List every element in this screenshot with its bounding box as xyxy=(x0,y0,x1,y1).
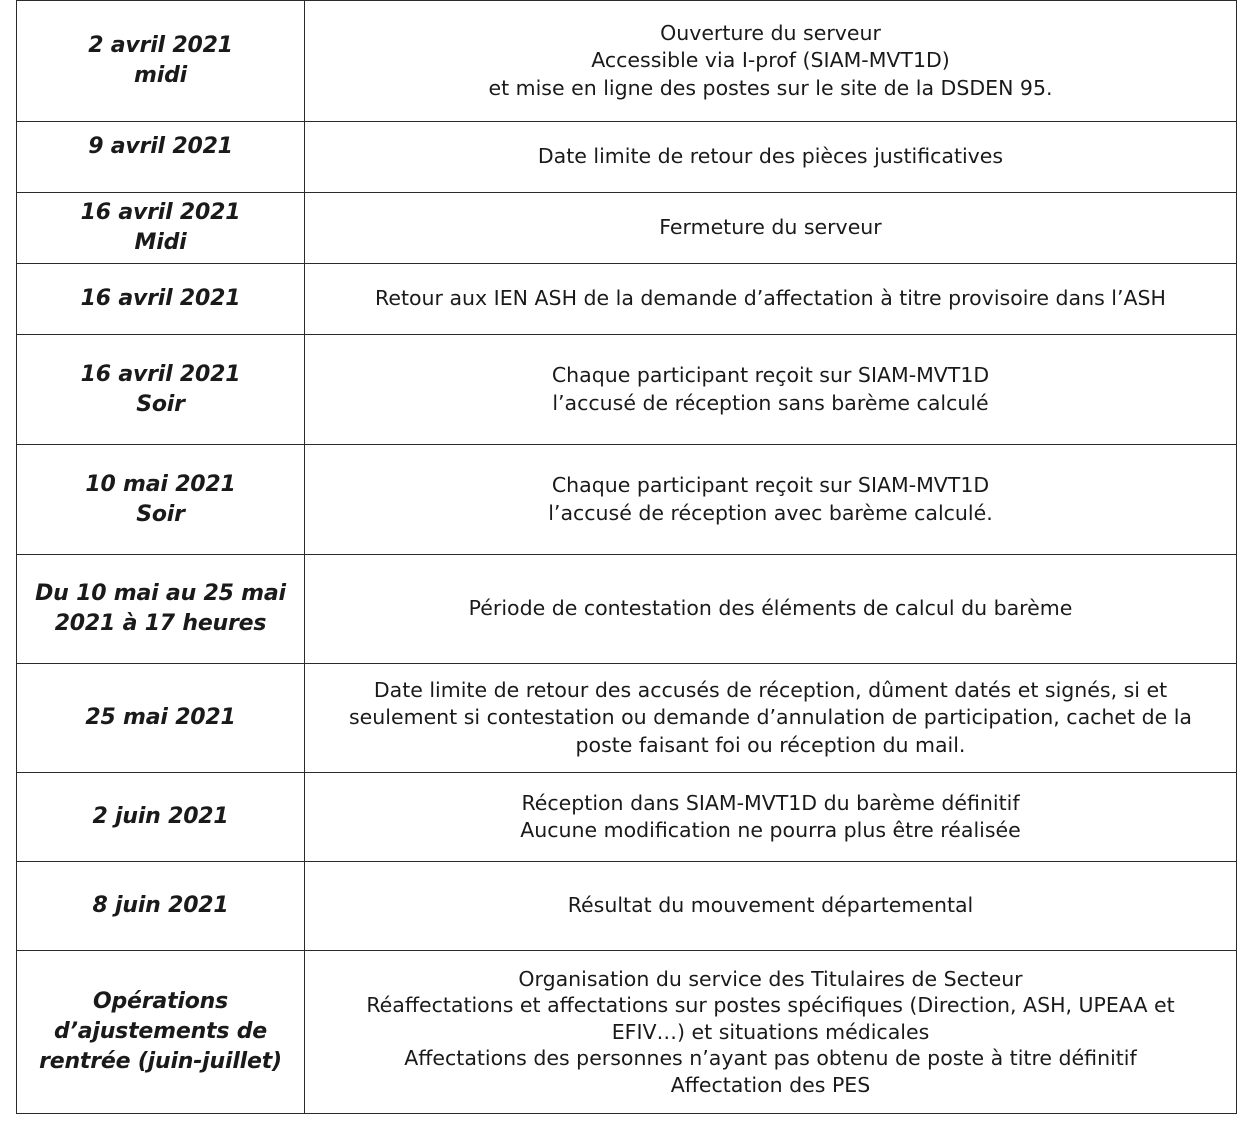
description-line: Affectation des PES xyxy=(670,1072,871,1097)
date-cell xyxy=(17,335,305,445)
description-cell xyxy=(305,193,1237,264)
date-line: 9 avril 2021 xyxy=(88,134,233,159)
table-row xyxy=(17,862,1237,951)
date-cell xyxy=(17,862,305,951)
date-line: Du 10 mai au 25 mai xyxy=(35,581,286,606)
description-line: Fermeture du serveur xyxy=(659,215,882,240)
date-cell xyxy=(17,193,305,264)
description-line: Organisation du service des Titulaires de Secteur xyxy=(518,966,1023,991)
description-line: Période de contestation des éléments de calcul du barème xyxy=(468,596,1073,621)
description-line: l’accusé de réception avec barème calculé. xyxy=(548,500,993,525)
date-line: Midi xyxy=(134,230,187,255)
table-row xyxy=(17,193,1237,264)
date-line: Opérations xyxy=(93,989,228,1014)
date-cell xyxy=(17,122,305,193)
description-cell xyxy=(305,555,1237,664)
description-cell xyxy=(305,264,1237,335)
description-line: Accessible via I-prof (SIAM-MVT1D) xyxy=(591,48,950,73)
date-line: 16 avril 2021 xyxy=(80,200,241,225)
description-line: EFIV…) et situations médicales xyxy=(611,1019,930,1044)
date-line: rentrée (juin-juillet) xyxy=(39,1049,282,1074)
table-row xyxy=(17,1,1237,122)
description-line: Résultat du mouvement départemental xyxy=(567,893,974,918)
date-line: 2 juin 2021 xyxy=(92,804,229,829)
description-line: Aucune modification ne pourra plus être réalisée xyxy=(520,818,1021,842)
description-line: Ouverture du serveur xyxy=(660,20,881,45)
date-cell xyxy=(17,445,305,555)
table-row xyxy=(17,664,1237,773)
description-line: Réception dans SIAM-MVT1D du barème définitif xyxy=(521,790,1020,815)
date-line: d’ajustements de xyxy=(54,1019,267,1044)
description-line: Date limite de retour des pièces justificatives xyxy=(537,144,1004,169)
table-row xyxy=(17,773,1237,862)
date-line: 16 avril 2021 xyxy=(80,286,241,311)
date-cell xyxy=(17,773,305,862)
description-cell xyxy=(305,122,1237,193)
description-cell xyxy=(305,1,1237,122)
description-cell xyxy=(305,335,1237,445)
date-line: 16 avril 2021 xyxy=(80,361,241,387)
table-row xyxy=(17,264,1237,335)
table-row xyxy=(17,445,1237,555)
date-cell xyxy=(17,664,305,773)
table-row xyxy=(17,335,1237,445)
date-line: 8 juin 2021 xyxy=(92,893,229,918)
description-cell xyxy=(305,951,1237,1114)
description-line: Retour aux IEN ASH de la demande d’affectation à titre provisoire dans l’ASH xyxy=(375,286,1166,311)
date-cell xyxy=(17,1,305,122)
description-cell xyxy=(305,445,1237,555)
description-line: Date limite de retour des accusés de réception, dûment datés et signés, si et xyxy=(373,677,1168,702)
date-line: 10 mai 2021 xyxy=(85,471,236,497)
date-cell xyxy=(17,264,305,335)
table-row xyxy=(17,122,1237,193)
table-row xyxy=(17,555,1237,664)
date-line: 2 avril 2021 xyxy=(88,33,233,58)
description-cell xyxy=(305,862,1237,951)
date-line: midi xyxy=(134,63,187,88)
description-line: Affectations des personnes n’ayant pas obtenu de poste à titre définitif xyxy=(404,1046,1137,1071)
description-line: poste faisant foi ou réception du mail. xyxy=(575,732,966,757)
description-line: Chaque participant reçoit sur SIAM-MVT1D xyxy=(551,473,990,497)
date-line: 2021 à 17 heures xyxy=(54,611,267,636)
date-cell xyxy=(17,951,305,1114)
date-line: Soir xyxy=(136,501,185,527)
description-cell xyxy=(305,773,1237,862)
description-line: Chaque participant reçoit sur SIAM-MVT1D xyxy=(551,363,990,387)
description-line: Réaffectations et affectations sur postes spécifiques (Direction, ASH, UPEAA et xyxy=(366,993,1175,1018)
description-cell xyxy=(305,664,1237,773)
description-line: et mise en ligne des postes sur le site de la DSDEN 95. xyxy=(488,75,1053,100)
description-line: seulement si contestation ou demande d’annulation de participation, cachet de la xyxy=(349,705,1192,730)
date-cell xyxy=(17,555,305,664)
date-line: 25 mai 2021 xyxy=(85,705,236,730)
table-row xyxy=(17,951,1237,1114)
description-line: l’accusé de réception sans barème calculé xyxy=(552,390,989,415)
date-line: Soir xyxy=(136,391,185,417)
calendar-table xyxy=(16,0,1237,1114)
